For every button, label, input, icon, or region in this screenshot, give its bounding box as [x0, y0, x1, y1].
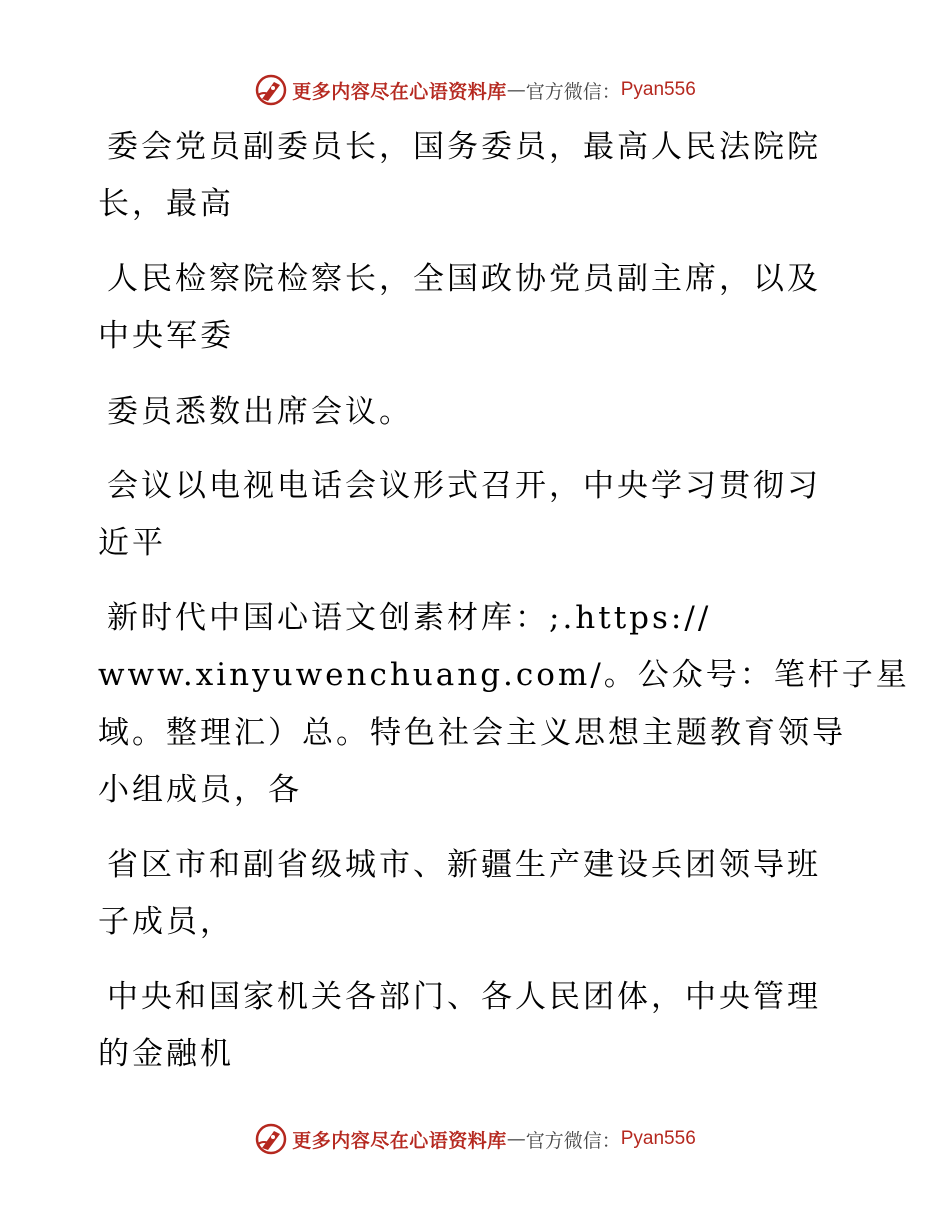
footer-separator: — — [506, 1128, 526, 1150]
header-slogan: 更多内容尽在心语资料库 — [292, 80, 507, 103]
body-line: 子成员， — [98, 904, 234, 940]
body-line: 域。整理汇）总。特色社会主义思想主题教育领导 — [98, 715, 846, 751]
body-line: 长，最高 — [98, 186, 234, 222]
header-separator: — — [506, 79, 526, 101]
body-line: 省区市和副省级城市、新疆生产建设兵团领导班 — [107, 847, 821, 883]
footer-wechat-label: 官方微信： — [525, 1129, 621, 1152]
body-line: 会议以电视电话会议形式召开，中央学习贯彻习 — [107, 468, 821, 504]
body-line: www.xinyuwenchuang.com/。公众号：笔杆子星 — [98, 657, 910, 693]
header-wechat-label: 官方微信： — [525, 80, 621, 103]
header-wechat-id: Pyan556 — [620, 79, 696, 100]
footer-slogan: 更多内容尽在心语资料库 — [292, 1129, 507, 1152]
body-line: 中央军委 — [98, 318, 234, 354]
body-line: 委会党员副委员长，国务委员，最高人民法院院 — [107, 129, 821, 165]
pen-nib-logo-icon — [254, 1122, 288, 1156]
body-line: 委员悉数出席会议。 — [107, 394, 413, 430]
body-line: 人民检察院检察长，全国政协党员副主席，以及 — [107, 261, 821, 297]
pen-nib-logo-icon — [254, 73, 288, 107]
body-line: 小组成员，各 — [98, 772, 302, 808]
body-line: 近平 — [98, 525, 166, 561]
body-line: 新时代中国心语文创素材库：;.https:// — [107, 600, 712, 636]
body-line: 的金融机 — [98, 1036, 234, 1072]
footer-banner — [0, 1119, 950, 1159]
body-line: 中央和国家机关各部门、各人民团体，中央管理 — [107, 979, 821, 1015]
footer-wechat-id: Pyan556 — [620, 1128, 696, 1149]
header-banner — [0, 70, 950, 110]
